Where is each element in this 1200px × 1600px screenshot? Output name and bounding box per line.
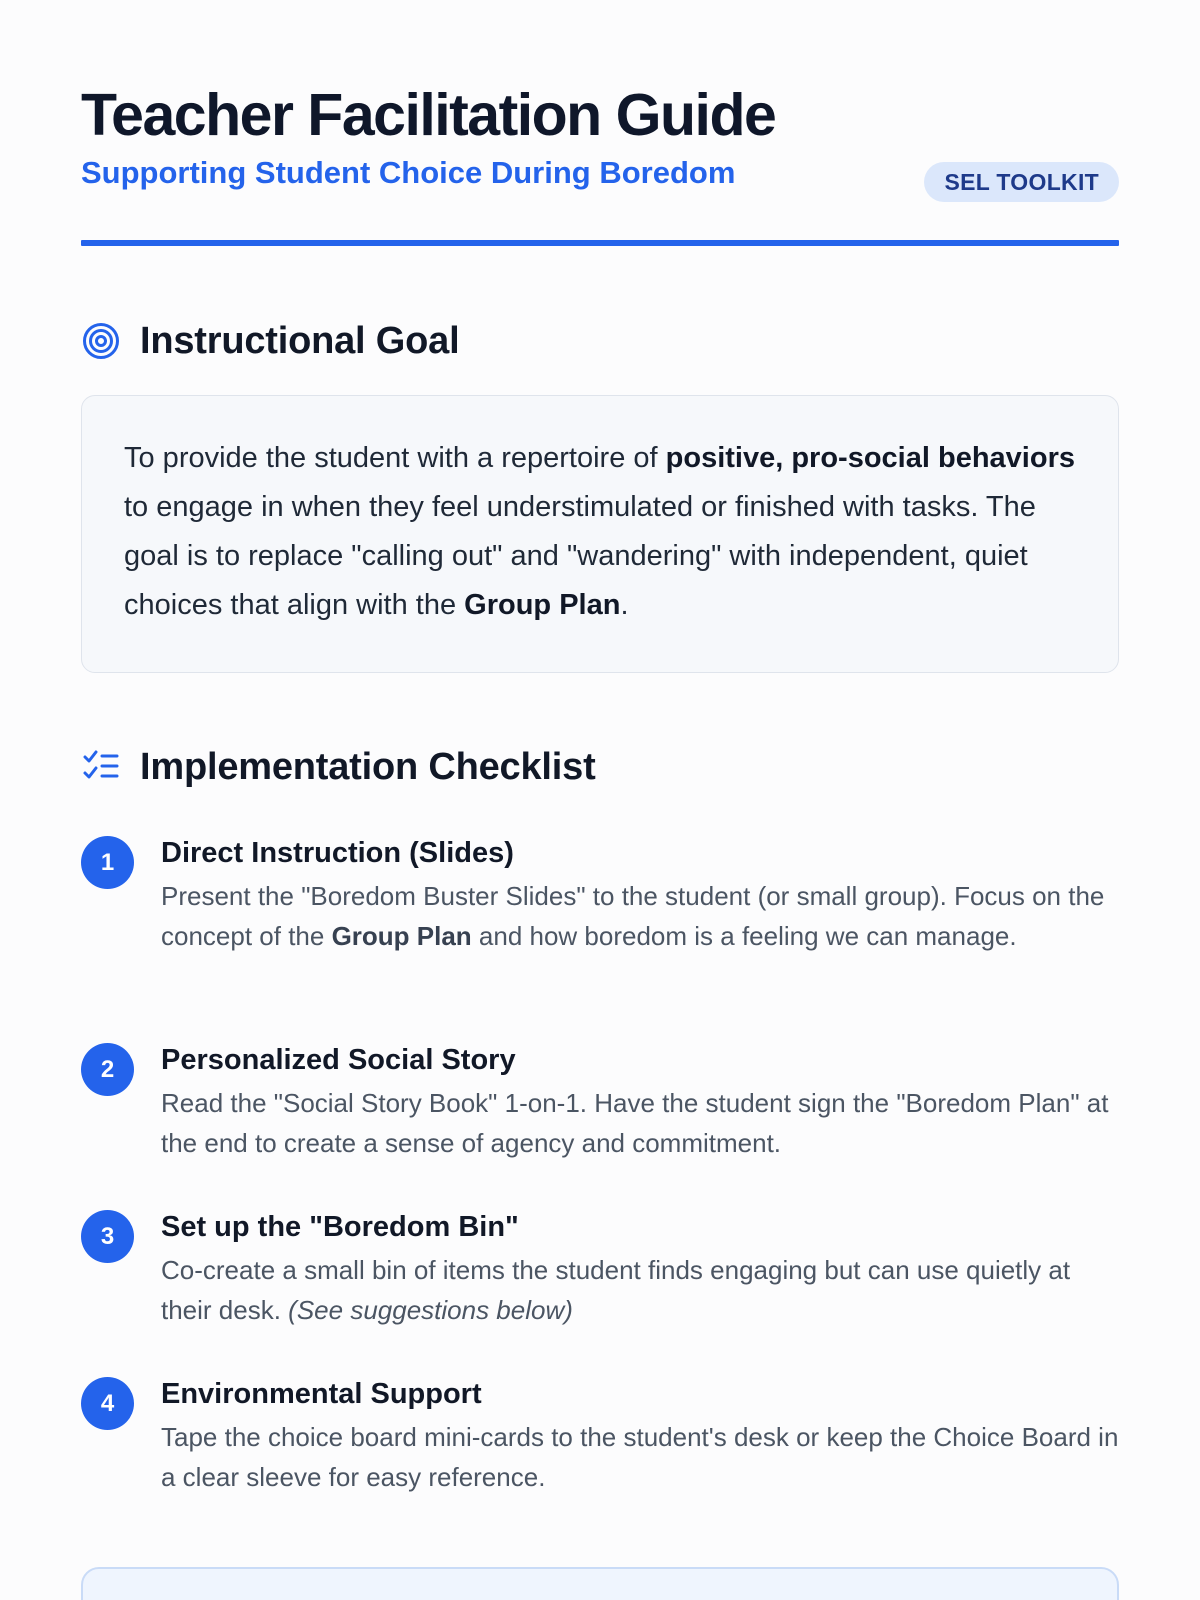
step-description: Present the "Boredom Buster Slides" to the student (or small group). Focus on the concept of the Group Plan and how boredom is a feeling we can manage. — [161, 881, 1105, 951]
checklist-step — [81, 1373, 1119, 1523]
step-number-badge: 2 — [81, 1043, 134, 1096]
checklist-step — [81, 1206, 1119, 1373]
checklist-heading: Implementation Checklist — [140, 745, 596, 788]
checklist-step — [81, 1039, 1119, 1206]
checklist-icon — [81, 747, 121, 787]
checklist-steps — [81, 832, 1119, 1523]
checklist-step — [81, 832, 1119, 1039]
page-subtitle: Supporting Student Choice During Boredom — [81, 155, 736, 190]
step-description: Tape the choice board mini-cards to the student's desk or keep the Choice Board in a clear sleeve for easy reference. — [161, 1422, 1119, 1492]
goal-callout — [81, 395, 1119, 673]
page-header — [81, 0, 1119, 246]
toolkit-badge: SEL TOOLKIT — [924, 162, 1119, 202]
step-number-badge: 1 — [81, 836, 134, 889]
step-title: Personalized Social Story — [161, 1044, 516, 1076]
step-title: Environmental Support — [161, 1378, 482, 1410]
step-description: Read the "Social Story Book" 1-on-1. Have the student sign the "Boredom Plan" at the end to create a sense of agency and commitment. — [161, 1088, 1109, 1158]
suggestions-callout — [81, 1567, 1119, 1600]
step-number-badge: 3 — [81, 1210, 134, 1263]
goal-section-heading — [81, 314, 459, 368]
goal-heading: Instructional Goal — [140, 319, 460, 362]
step-title: Direct Instruction (Slides) — [161, 837, 514, 869]
header-divider — [81, 240, 1119, 246]
target-icon — [81, 321, 121, 361]
goal-text: To provide the student with a repertoire of positive, pro-social behaviors to engage in when they feel understimulated or finished with tasks. The goal is to replace "calling out" and "wandering" with independent, quiet choices that align with the Group Plan. — [124, 442, 1075, 621]
page-title: Teacher Facilitation Guide — [81, 82, 776, 148]
checklist-section-heading — [81, 740, 596, 794]
step-description: Co-create a small bin of items the student finds engaging but can use quietly at their desk. (See suggestions below) — [161, 1255, 1071, 1325]
step-number-badge: 4 — [81, 1377, 134, 1430]
step-title: Set up the "Boredom Bin" — [161, 1211, 519, 1243]
